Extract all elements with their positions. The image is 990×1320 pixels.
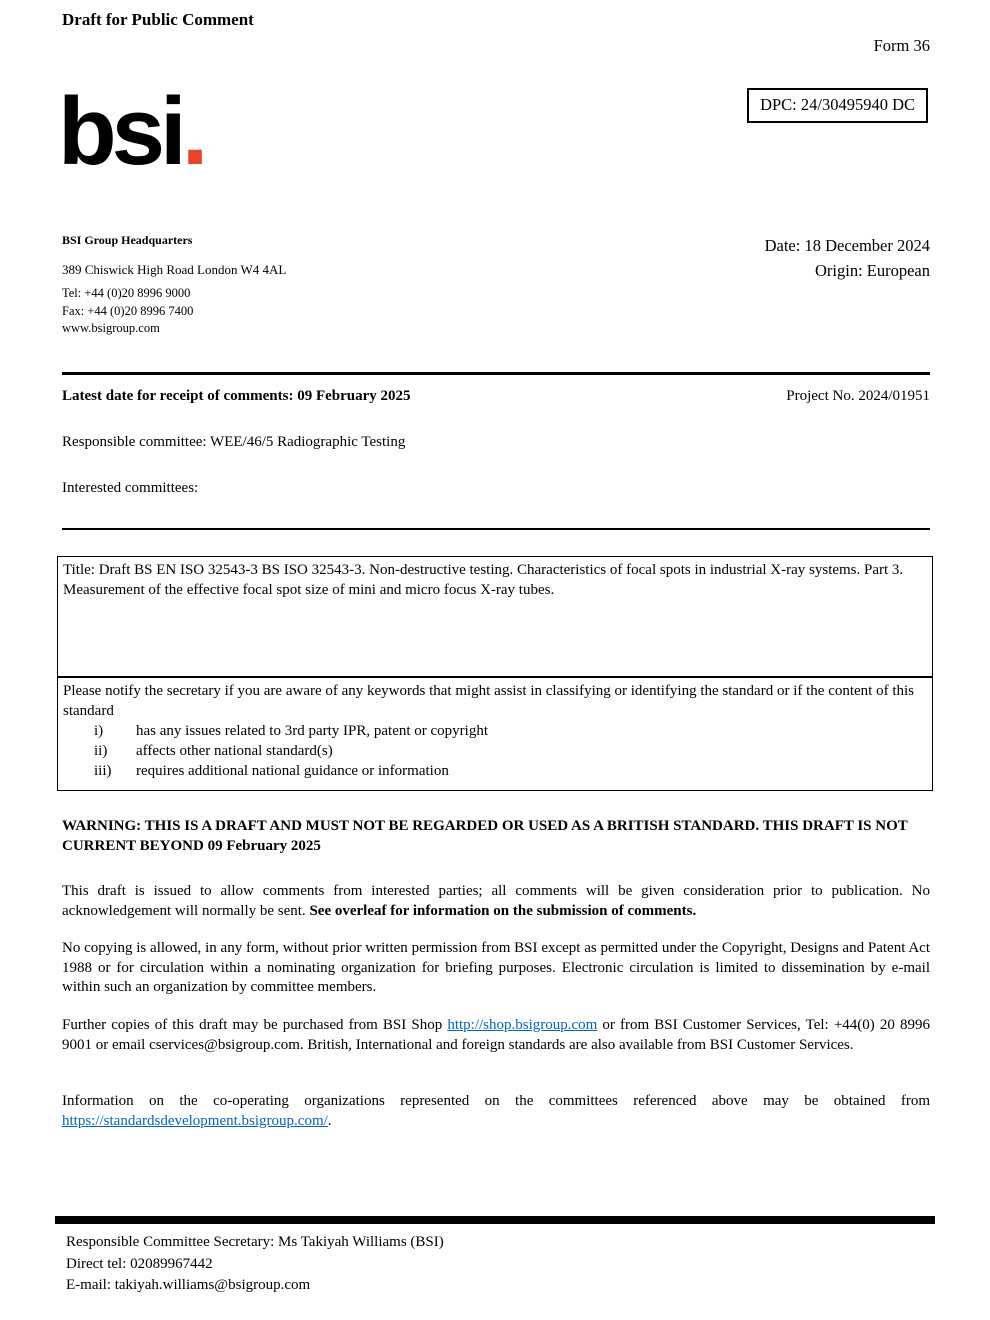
address-fax: Fax: +44 (0)20 8996 7400: [62, 303, 194, 318]
list-item: [63, 761, 927, 781]
address-block: [62, 233, 286, 338]
committee-secretary-line: Responsible Committee Secretary: Ms Takiyah Williams (BSI): [66, 1234, 444, 1250]
responsible-committee-line: Responsible committee: WEE/46/5 Radiographic Testing: [62, 434, 406, 450]
copyright-paragraph: No copying is allowed, in any form, without prior written permission from BSI except as permitted under the Copyright, Designs and Patent Act 1988 or for circulation within a nominating organization for briefing purposes. Electronic circulation is limited to dissemination by e-mail within such an organization by committee members.: [62, 940, 930, 995]
draft-warning: WARNING: THIS IS A DRAFT AND MUST NOT BE REGARDED OR USED AS A BRITISH STANDARD. THIS DRAFT IS NOT CURRENT BEYOND 09 February 2025: [62, 818, 908, 854]
keywords-intro: Please notify the secretary if you are aware of any keywords that might assist in classifying or identifying the standard or if the content of this standard: [63, 683, 915, 719]
footer-email-line: E-mail: takiyah.williams@bsigroup.com: [66, 1277, 311, 1293]
address-website: www.bsigroup.com: [62, 321, 160, 335]
project-number: Project No. 2024/01951: [786, 388, 930, 404]
list-item: [63, 721, 927, 741]
address-street: 389 Chiswick High Road London W4 4AL: [62, 262, 287, 277]
bsi-logo-dot: .: [181, 78, 204, 185]
footer-block: [66, 1232, 444, 1297]
comments-deadline-row: [62, 388, 930, 405]
purchase-text-pre: Further copies of this draft may be purchased from BSI Shop: [62, 1017, 448, 1033]
date-origin-block: [765, 233, 930, 283]
cooperating-orgs-paragraph: [62, 1092, 930, 1131]
divider-thick: [62, 372, 930, 375]
document-title: Title: Draft BS EN ISO 32543-3 BS ISO 32543-3. Non-destructive testing. Characteristics of focal spots in industrial X-ray systems. Part 3. Measurement of the effective focal spot size of mini and micro focus X-ray tubes.: [63, 562, 904, 598]
footer-divider-bar: [55, 1216, 935, 1224]
cooperating-orgs-text-pre: Information on the co-operating organizations represented on the committees referenced above may be obtained from: [62, 1093, 930, 1109]
document-classification: Draft for Public Comment: [62, 10, 254, 29]
address-tel: Tel: +44 (0)20 8996 9000: [62, 286, 191, 300]
comments-issue-paragraph: [62, 882, 930, 921]
list-item-numeral: ii): [94, 743, 108, 759]
direct-tel-line: Direct tel: 02089967442: [66, 1255, 213, 1272]
form-number: Form 36: [873, 36, 930, 55]
bsi-shop-link[interactable]: http://shop.bsigroup.com: [447, 1017, 598, 1033]
cooperating-orgs-text-post: .: [327, 1112, 332, 1129]
list-item-text: requires additional national guidance or information: [136, 763, 449, 779]
purchase-paragraph: [62, 1016, 930, 1055]
comments-issue-text: This draft is issued to allow comments from interested parties; all comments will be given consideration prior to publication. No acknowledgement will normally be sent.: [62, 883, 930, 919]
see-overleaf-note: See overleaf for information on the submission of comments.: [309, 902, 697, 919]
bsi-logo-text: bsi: [58, 78, 182, 185]
list-item-text: affects other national standard(s): [136, 743, 333, 759]
latest-date-line: Latest date for receipt of comments: 09 February 2025: [62, 388, 411, 404]
purchase-text-post: or from BSI Customer Services, Tel: +44(0) 20 8996 9001 or email cservices@bsigroup.com. British, International and foreign standards are also available from BSI Customer Services.: [62, 1017, 930, 1053]
list-item: [63, 741, 927, 761]
origin-line: Origin: European: [814, 261, 930, 280]
keywords-box: [57, 677, 933, 791]
bsi-logo: [58, 78, 204, 185]
list-item-text: has any issues related to 3rd party IPR, patent or copyright: [136, 723, 489, 739]
divider-thin: [62, 528, 930, 530]
list-item-numeral: i): [94, 723, 104, 739]
list-item-numeral: iii): [94, 763, 112, 779]
date-line: Date: 18 December 2024: [764, 236, 930, 255]
standards-development-link[interactable]: https://standardsdevelopment.bsigroup.com/: [62, 1112, 328, 1129]
interested-committees-line: Interested committees:: [62, 480, 199, 496]
title-box: [57, 556, 933, 677]
dpc-reference-box: DPC: 24/30495940 DC: [747, 88, 928, 123]
address-title: BSI Group Headquarters: [62, 233, 193, 247]
